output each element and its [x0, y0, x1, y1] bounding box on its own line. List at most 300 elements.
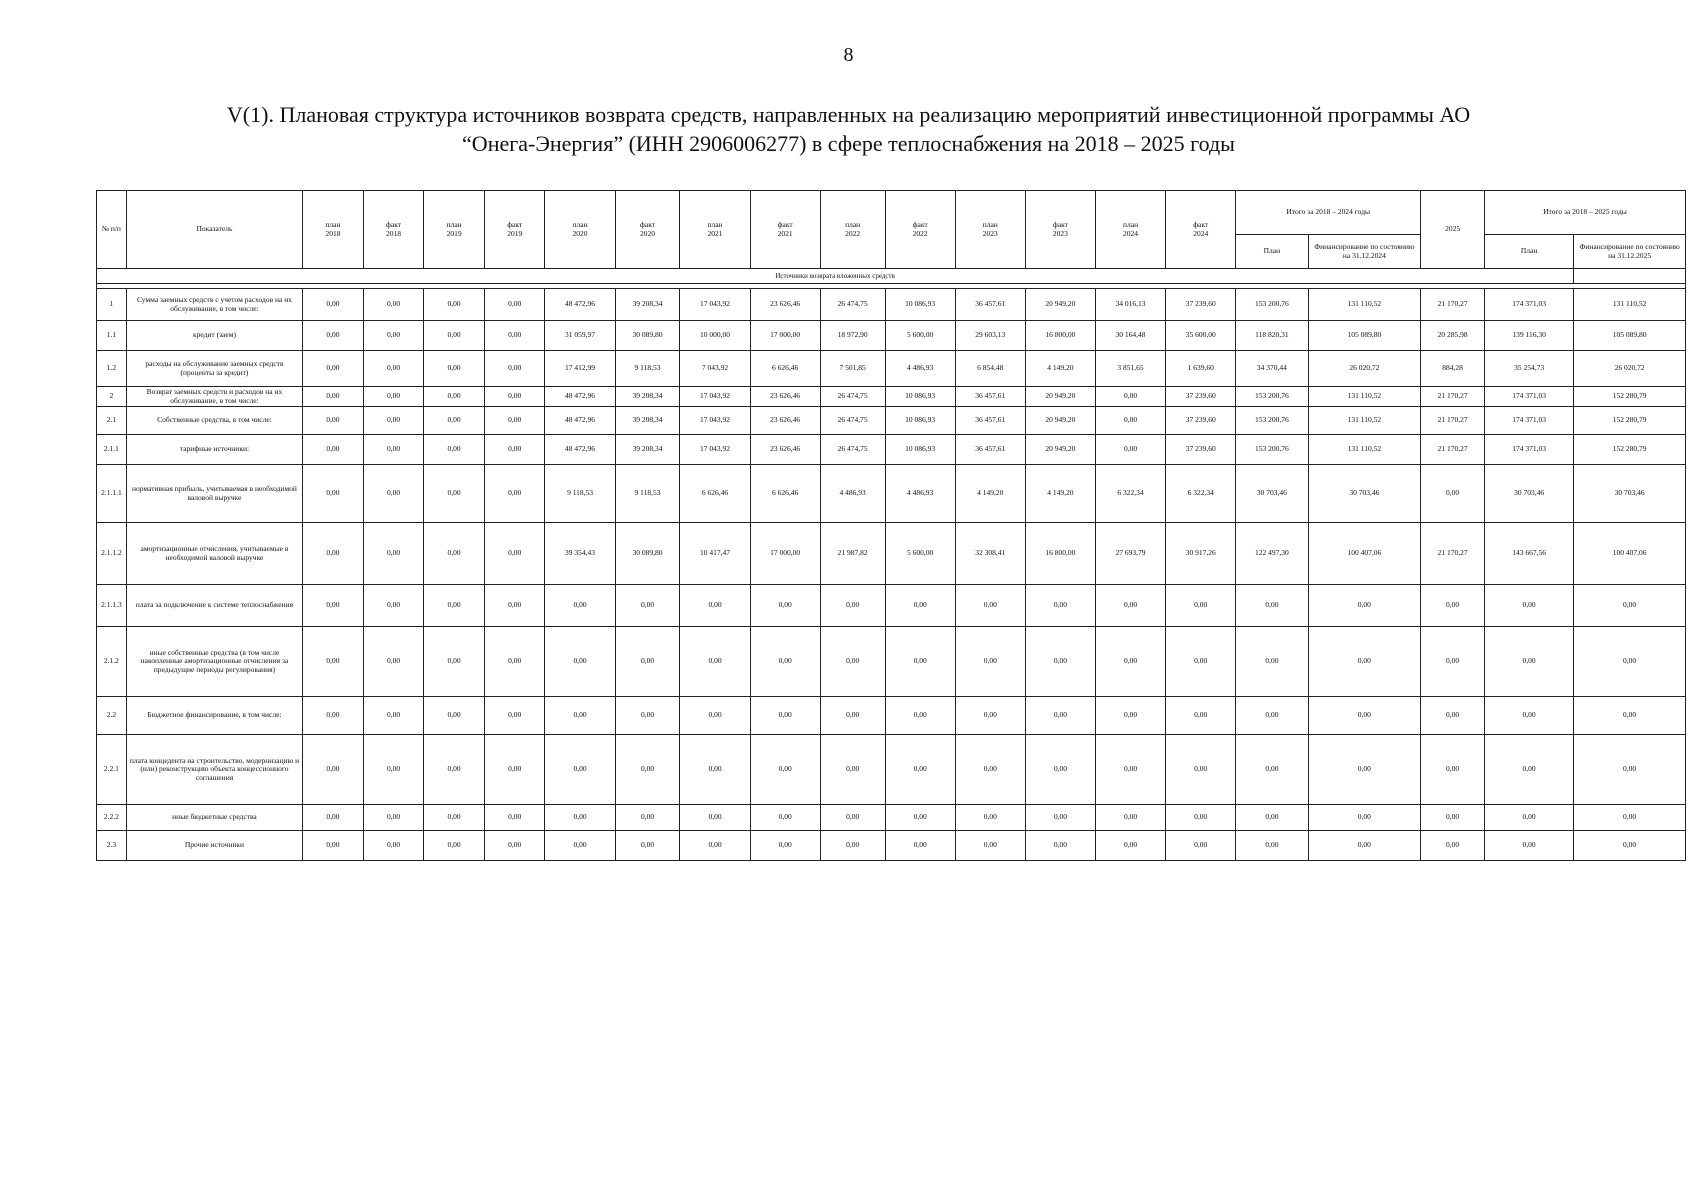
header-year: план 2023	[955, 191, 1025, 269]
row-value: 6 626,46	[750, 351, 820, 387]
row-value: 30 703,46	[1484, 465, 1573, 523]
row-value: 39 208,34	[615, 435, 680, 465]
row-value: 0,00	[424, 289, 485, 321]
table-row	[97, 351, 1686, 387]
row-code: 1	[97, 289, 127, 321]
table-row	[97, 697, 1686, 735]
row-value: 0,00	[303, 407, 364, 435]
row-value: 0,00	[1484, 735, 1573, 805]
row-value: 131 110,52	[1574, 289, 1686, 321]
row-value: 16 800,00	[1025, 321, 1095, 351]
header-year: план 2022	[820, 191, 885, 269]
row-value: 36 457,61	[955, 387, 1025, 407]
row-value: 152 280,79	[1574, 387, 1686, 407]
row-value: 152 280,79	[1574, 407, 1686, 435]
row-label: амортизационные отчисления, учитываемые в необходимой валовой выручке	[126, 523, 302, 585]
row-value: 100 407,06	[1574, 523, 1686, 585]
row-value: 152 280,79	[1574, 435, 1686, 465]
row-value: 0,00	[545, 831, 615, 861]
row-value: 0,00	[1484, 697, 1573, 735]
row-value: 0,00	[363, 387, 424, 407]
row-value: 174 371,03	[1484, 435, 1573, 465]
row-value: 4 486,93	[885, 465, 955, 523]
row-value: 30 164,48	[1095, 321, 1165, 351]
row-value: 6 626,46	[750, 465, 820, 523]
row-code: 2	[97, 387, 127, 407]
header-financing-2024: Финансирование по состоянию на 31.12.2024	[1308, 235, 1421, 269]
row-value: 0,00	[484, 585, 545, 627]
header-plan-2024: План	[1236, 235, 1308, 269]
row-value: 0,00	[424, 831, 485, 861]
row-value: 6 626,46	[680, 465, 750, 523]
row-value: 0,00	[1574, 805, 1686, 831]
row-value: 0,00	[424, 465, 485, 523]
row-value: 0,00	[885, 735, 955, 805]
row-value: 105 089,80	[1574, 321, 1686, 351]
row-value: 0,00	[1095, 585, 1165, 627]
row-value: 0,00	[363, 585, 424, 627]
row-value: 0,00	[303, 697, 364, 735]
row-value: 0,00	[1095, 627, 1165, 697]
row-value: 0,00	[424, 735, 485, 805]
row-value: 0,00	[1095, 735, 1165, 805]
row-value: 0,00	[545, 805, 615, 831]
header-year: факт 2024	[1166, 191, 1236, 269]
row-value: 0,00	[1236, 627, 1308, 697]
row-label: тарифные источники:	[126, 435, 302, 465]
row-value: 48 472,96	[545, 289, 615, 321]
row-value: 0,00	[1308, 585, 1421, 627]
row-value: 0,00	[363, 465, 424, 523]
row-value: 0,00	[885, 697, 955, 735]
row-value: 0,00	[750, 735, 820, 805]
row-code: 2.1.1.2	[97, 523, 127, 585]
row-value: 35 600,00	[1166, 321, 1236, 351]
row-code: 2.1	[97, 407, 127, 435]
row-value: 0,00	[484, 387, 545, 407]
row-value: 21 987,82	[820, 523, 885, 585]
row-value: 36 457,61	[955, 289, 1025, 321]
row-value: 0,00	[363, 351, 424, 387]
row-value: 0,00	[1574, 697, 1686, 735]
row-value: 0,00	[1574, 735, 1686, 805]
row-value: 20 949,20	[1025, 435, 1095, 465]
row-value: 37 239,60	[1166, 407, 1236, 435]
row-value: 10 086,93	[885, 435, 955, 465]
row-value: 30 703,46	[1236, 465, 1308, 523]
row-value: 0,00	[484, 697, 545, 735]
row-value: 0,00	[615, 831, 680, 861]
row-value: 35 254,73	[1484, 351, 1573, 387]
row-value: 0,00	[484, 735, 545, 805]
row-value: 0,00	[1166, 805, 1236, 831]
row-value: 0,00	[1236, 585, 1308, 627]
row-value: 48 472,96	[545, 435, 615, 465]
header-year: план 2021	[680, 191, 750, 269]
row-value: 17 000,00	[750, 523, 820, 585]
row-value: 0,00	[1421, 805, 1485, 831]
row-value: 0,00	[363, 805, 424, 831]
row-value: 37 239,60	[1166, 289, 1236, 321]
table-row	[97, 289, 1686, 321]
row-value: 105 089,80	[1308, 321, 1421, 351]
row-value: 0,00	[820, 627, 885, 697]
row-value: 21 170,27	[1421, 435, 1485, 465]
row-value: 0,00	[750, 831, 820, 861]
row-value: 0,00	[615, 735, 680, 805]
row-value: 0,00	[545, 735, 615, 805]
row-value: 131 110,52	[1308, 289, 1421, 321]
row-value: 0,00	[955, 585, 1025, 627]
row-value: 0,00	[680, 697, 750, 735]
row-value: 0,00	[484, 407, 545, 435]
row-value: 36 457,61	[955, 435, 1025, 465]
row-value: 0,00	[303, 387, 364, 407]
row-value: 0,00	[1236, 697, 1308, 735]
section-title-row	[97, 269, 1686, 284]
row-value: 0,00	[885, 831, 955, 861]
row-value: 0,00	[303, 627, 364, 697]
row-value: 21 170,27	[1421, 523, 1485, 585]
row-value: 31 059,97	[545, 321, 615, 351]
row-value: 0,00	[955, 805, 1025, 831]
row-value: 37 239,60	[1166, 387, 1236, 407]
row-value: 0,00	[1421, 585, 1485, 627]
row-value: 26 474,75	[820, 387, 885, 407]
row-value: 0,00	[1574, 585, 1686, 627]
row-value: 0,00	[1166, 697, 1236, 735]
row-value: 21 170,27	[1421, 387, 1485, 407]
row-value: 0,00	[1421, 697, 1485, 735]
row-value: 16 800,00	[1025, 523, 1095, 585]
row-value: 0,00	[1095, 831, 1165, 861]
row-value: 0,00	[303, 465, 364, 523]
table-row	[97, 831, 1686, 861]
row-label: Бюджетное финансирование, в том числе:	[126, 697, 302, 735]
row-value: 0,00	[545, 627, 615, 697]
row-value: 10 086,93	[885, 407, 955, 435]
header-year: факт 2023	[1025, 191, 1095, 269]
row-value: 0,00	[955, 627, 1025, 697]
row-value: 0,00	[484, 465, 545, 523]
row-value: 6 322,34	[1095, 465, 1165, 523]
row-value: 17 043,92	[680, 289, 750, 321]
row-value: 0,00	[1308, 805, 1421, 831]
row-value: 0,00	[303, 735, 364, 805]
row-value: 4 149,20	[1025, 465, 1095, 523]
row-value: 17 043,92	[680, 435, 750, 465]
row-value: 27 693,79	[1095, 523, 1165, 585]
row-value: 0,00	[363, 735, 424, 805]
header-total-2025: Итого за 2018 – 2025 годы	[1484, 191, 1685, 235]
row-value: 26 020,72	[1308, 351, 1421, 387]
row-value: 0,00	[424, 523, 485, 585]
row-value: 0,00	[885, 585, 955, 627]
row-value: 39 354,43	[545, 523, 615, 585]
row-value: 0,00	[303, 351, 364, 387]
row-value: 0,00	[424, 805, 485, 831]
row-value: 20 949,20	[1025, 387, 1095, 407]
header-indicator: Показатель	[126, 191, 302, 269]
row-value: 4 149,20	[1025, 351, 1095, 387]
row-value: 0,00	[1484, 585, 1573, 627]
row-value: 23 626,46	[750, 407, 820, 435]
row-value: 30 703,46	[1574, 465, 1686, 523]
row-value: 39 208,34	[615, 387, 680, 407]
row-value: 0,00	[955, 735, 1025, 805]
header-year: факт 2019	[484, 191, 545, 269]
row-label: иные бюджетные средства	[126, 805, 302, 831]
row-value: 0,00	[680, 805, 750, 831]
row-value: 0,00	[484, 831, 545, 861]
row-value: 0,00	[484, 627, 545, 697]
row-value: 131 110,52	[1308, 387, 1421, 407]
row-value: 0,00	[424, 321, 485, 351]
row-value: 9 118,53	[615, 465, 680, 523]
row-value: 48 472,96	[545, 387, 615, 407]
row-value: 26 474,75	[820, 407, 885, 435]
row-value: 20 285,98	[1421, 321, 1485, 351]
row-value: 0,00	[484, 351, 545, 387]
row-value: 174 371,03	[1484, 387, 1573, 407]
row-value: 36 457,61	[955, 407, 1025, 435]
row-value: 0,00	[820, 831, 885, 861]
row-value: 0,00	[545, 585, 615, 627]
row-value: 0,00	[1025, 735, 1095, 805]
row-value: 0,00	[303, 831, 364, 861]
row-value: 1 639,60	[1166, 351, 1236, 387]
row-value: 0,00	[484, 435, 545, 465]
row-value: 4 149,20	[955, 465, 1025, 523]
row-code: 1.1	[97, 321, 127, 351]
row-code: 2.1.1	[97, 435, 127, 465]
row-value: 0,00	[1308, 627, 1421, 697]
row-value: 0,00	[303, 523, 364, 585]
row-value: 4 486,93	[885, 351, 955, 387]
row-value: 0,00	[484, 321, 545, 351]
row-value: 0,00	[1166, 735, 1236, 805]
row-value: 29 603,13	[955, 321, 1025, 351]
row-value: 0,00	[1025, 805, 1095, 831]
row-label: Прочие источники	[126, 831, 302, 861]
row-value: 6 854,48	[955, 351, 1025, 387]
row-value: 0,00	[1308, 831, 1421, 861]
row-label: Сумма заемных средств с учетом расходов на их обслуживание, в том числе:	[126, 289, 302, 321]
row-value: 139 116,30	[1484, 321, 1573, 351]
row-value: 0,00	[615, 805, 680, 831]
row-value: 7 501,85	[820, 351, 885, 387]
row-value: 0,00	[1484, 831, 1573, 861]
row-label: плата концедента на строительство, модернизацию и (или) реконструкцию объекта концессионного соглашения	[126, 735, 302, 805]
row-value: 0,00	[363, 523, 424, 585]
row-value: 0,00	[750, 805, 820, 831]
row-value: 0,00	[303, 321, 364, 351]
row-value: 153 200,76	[1236, 289, 1308, 321]
row-value: 0,00	[1025, 585, 1095, 627]
row-value: 17 000,00	[750, 321, 820, 351]
row-value: 0,00	[750, 627, 820, 697]
header-year: факт 2018	[363, 191, 424, 269]
row-value: 0,00	[885, 805, 955, 831]
row-value: 0,00	[424, 585, 485, 627]
row-value: 0,00	[680, 627, 750, 697]
table-row	[97, 523, 1686, 585]
row-value: 0,00	[1166, 585, 1236, 627]
row-code: 2.1.1.3	[97, 585, 127, 627]
row-value: 174 371,03	[1484, 289, 1573, 321]
row-value: 7 043,92	[680, 351, 750, 387]
row-value: 0,00	[1421, 735, 1485, 805]
row-value: 20 949,20	[1025, 289, 1095, 321]
row-value: 10 086,93	[885, 289, 955, 321]
row-value: 0,00	[1095, 805, 1165, 831]
title-line-1: V(1). Плановая структура источников возврата средств, направленных на реализацию мероприятий инвестиционной программы АО	[226, 102, 1471, 127]
row-value: 3 851,65	[1095, 351, 1165, 387]
header-plan-2025: План	[1484, 235, 1573, 269]
row-value: 118 820,31	[1236, 321, 1308, 351]
table-row	[97, 805, 1686, 831]
row-value: 10 000,00	[680, 321, 750, 351]
row-value: 0,00	[1421, 627, 1485, 697]
row-value: 0,00	[303, 289, 364, 321]
row-value: 0,00	[424, 627, 485, 697]
row-value: 0,00	[1421, 831, 1485, 861]
row-code: 2.2.2	[97, 805, 127, 831]
row-value: 122 497,30	[1236, 523, 1308, 585]
row-value: 0,00	[615, 627, 680, 697]
header-year: план 2018	[303, 191, 364, 269]
row-label: Возврат заемных средств и расходов на их обслуживание, в том числе:	[126, 387, 302, 407]
row-value: 131 110,52	[1308, 407, 1421, 435]
row-value: 0,00	[820, 585, 885, 627]
row-value: 0,00	[424, 351, 485, 387]
row-value: 0,00	[484, 289, 545, 321]
row-value: 0,00	[615, 697, 680, 735]
row-value: 0,00	[363, 435, 424, 465]
table-row	[97, 387, 1686, 407]
row-value: 0,00	[303, 805, 364, 831]
row-value: 0,00	[750, 697, 820, 735]
row-value: 39 208,34	[615, 289, 680, 321]
row-value: 0,00	[1484, 805, 1573, 831]
row-value: 5 600,00	[885, 523, 955, 585]
table-header	[97, 191, 1686, 269]
row-value: 0,00	[1095, 387, 1165, 407]
row-value: 0,00	[424, 407, 485, 435]
row-value: 153 200,76	[1236, 387, 1308, 407]
header-year: план 2019	[424, 191, 485, 269]
row-value: 17 043,92	[680, 407, 750, 435]
row-value: 0,00	[1166, 627, 1236, 697]
row-value: 0,00	[363, 627, 424, 697]
row-value: 0,00	[363, 289, 424, 321]
header-financing-2025: Финансирование по состоянию на 31.12.2025	[1574, 235, 1686, 269]
row-value: 0,00	[303, 435, 364, 465]
table-body	[97, 269, 1686, 861]
row-value: 0,00	[1421, 465, 1485, 523]
row-value: 0,00	[1236, 831, 1308, 861]
header-total-2024: Итого за 2018 – 2024 годы	[1236, 191, 1421, 235]
row-value: 0,00	[1095, 697, 1165, 735]
row-value: 0,00	[1574, 627, 1686, 697]
row-value: 37 239,60	[1166, 435, 1236, 465]
row-label: нормативная прибыль, учитываемая в необходимой валовой выручке	[126, 465, 302, 523]
row-code: 2.2.1	[97, 735, 127, 805]
row-value: 0,00	[1236, 805, 1308, 831]
row-value: 0,00	[750, 585, 820, 627]
row-value: 23 626,46	[750, 435, 820, 465]
row-value: 0,00	[1025, 697, 1095, 735]
row-value: 143 667,56	[1484, 523, 1573, 585]
row-value: 0,00	[363, 831, 424, 861]
row-value: 0,00	[1095, 407, 1165, 435]
table-row	[97, 435, 1686, 465]
row-value: 0,00	[820, 735, 885, 805]
row-value: 21 170,27	[1421, 289, 1485, 321]
row-value: 26 474,75	[820, 289, 885, 321]
table-row	[97, 321, 1686, 351]
table-row	[97, 735, 1686, 805]
row-label: расходы на обслуживание заемных средств (проценты за кредит)	[126, 351, 302, 387]
row-value: 0,00	[955, 697, 1025, 735]
row-value: 30 089,80	[615, 321, 680, 351]
row-value: 10 417,47	[680, 523, 750, 585]
row-value: 0,00	[303, 585, 364, 627]
row-label: Собственные средства, в том числе:	[126, 407, 302, 435]
title-line-2: “Онега-Энергия” (ИНН 2906006277) в сфере теплоснабжения на 2018 – 2025 годы	[462, 131, 1235, 156]
row-value: 884,28	[1421, 351, 1485, 387]
header-year: план 2024	[1095, 191, 1165, 269]
row-value: 0,00	[1095, 435, 1165, 465]
row-value: 0,00	[1484, 627, 1573, 697]
row-value: 0,00	[885, 627, 955, 697]
row-value: 17 043,92	[680, 387, 750, 407]
row-value: 48 472,96	[545, 407, 615, 435]
row-value: 34 016,13	[1095, 289, 1165, 321]
row-value: 0,00	[680, 735, 750, 805]
header-year: факт 2021	[750, 191, 820, 269]
row-value: 4 486,93	[820, 465, 885, 523]
row-value: 0,00	[1166, 831, 1236, 861]
row-value: 9 118,53	[545, 465, 615, 523]
row-value: 153 200,76	[1236, 407, 1308, 435]
row-value: 0,00	[424, 387, 485, 407]
row-value: 0,00	[363, 321, 424, 351]
table-row	[97, 585, 1686, 627]
row-label: иные собственные средства (в том числе накопленные амортизационные отчисления за предыдущие периоды регулирования)	[126, 627, 302, 697]
row-value: 30 089,80	[615, 523, 680, 585]
row-value: 153 200,76	[1236, 435, 1308, 465]
row-value: 0,00	[1308, 697, 1421, 735]
sources-table	[96, 190, 1686, 861]
page-number: 8	[843, 44, 854, 66]
row-value: 18 972,90	[820, 321, 885, 351]
row-code: 1.2	[97, 351, 127, 387]
row-value: 32 308,41	[955, 523, 1025, 585]
row-value: 0,00	[484, 805, 545, 831]
table-row	[97, 627, 1686, 697]
row-value: 0,00	[545, 697, 615, 735]
row-value: 0,00	[1236, 735, 1308, 805]
header-year: факт 2022	[885, 191, 955, 269]
row-value: 26 020,72	[1574, 351, 1686, 387]
row-value: 0,00	[1574, 831, 1686, 861]
row-value: 26 474,75	[820, 435, 885, 465]
row-value: 39 208,34	[615, 407, 680, 435]
row-value: 0,00	[680, 585, 750, 627]
row-value: 0,00	[1308, 735, 1421, 805]
row-value: 0,00	[363, 697, 424, 735]
